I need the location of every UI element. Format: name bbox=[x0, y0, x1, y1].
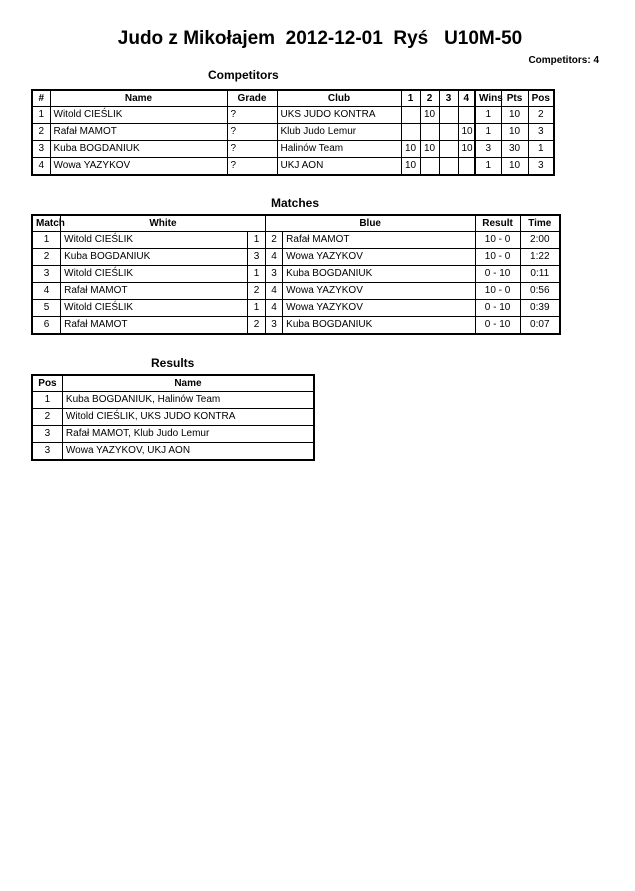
score-vs-4: 10 bbox=[458, 141, 475, 158]
competitor-grade: ? bbox=[227, 124, 277, 141]
white-player: Witold CIEŚLIK bbox=[61, 300, 248, 317]
result-name: Witold CIEŚLIK, UKS JUDO KONTRA bbox=[62, 409, 314, 426]
table-row bbox=[32, 158, 554, 176]
blue-player: Kuba BOGDANIUK bbox=[283, 317, 475, 335]
blue-number: 4 bbox=[265, 300, 282, 317]
score-vs-1 bbox=[401, 107, 420, 124]
table-row bbox=[32, 107, 554, 124]
matches-heading: Matches bbox=[271, 196, 320, 210]
competitors-count: Competitors: 4 bbox=[528, 55, 599, 66]
match-time: 0:07 bbox=[520, 317, 560, 335]
results-table bbox=[31, 374, 315, 461]
competitor-wins: 3 bbox=[475, 141, 501, 158]
score-vs-4 bbox=[458, 158, 475, 176]
match-result: 0 - 10 bbox=[475, 317, 520, 335]
col-header: Grade bbox=[227, 90, 277, 107]
table-row bbox=[32, 317, 560, 335]
competitor-club: Halinów Team bbox=[277, 141, 401, 158]
col-header: Blue bbox=[265, 215, 475, 232]
table-row bbox=[32, 232, 560, 249]
result-position: 3 bbox=[32, 443, 62, 461]
score-vs-2: 10 bbox=[420, 141, 439, 158]
col-header: Pos bbox=[32, 375, 62, 392]
match-result: 10 - 0 bbox=[475, 249, 520, 266]
match-time: 0:11 bbox=[520, 266, 560, 283]
competitor-grade: ? bbox=[227, 107, 277, 124]
col-header: White bbox=[61, 215, 266, 232]
match-number: 6 bbox=[32, 317, 61, 335]
competitor-number: 3 bbox=[32, 141, 50, 158]
competitor-club: Klub Judo Lemur bbox=[277, 124, 401, 141]
competitor-position: 3 bbox=[528, 124, 554, 141]
match-result: 10 - 0 bbox=[475, 283, 520, 300]
white-player: Rafał MAMOT bbox=[61, 317, 248, 335]
competitor-name: Witold CIEŚLIK bbox=[50, 107, 227, 124]
match-result: 0 - 10 bbox=[475, 300, 520, 317]
score-vs-1: 10 bbox=[401, 141, 420, 158]
col-header: # bbox=[32, 90, 50, 107]
score-vs-3 bbox=[439, 158, 458, 176]
table-row bbox=[32, 392, 314, 409]
white-number: 1 bbox=[248, 300, 265, 317]
col-header: Time bbox=[520, 215, 560, 232]
score-vs-3 bbox=[439, 124, 458, 141]
blue-number: 4 bbox=[265, 283, 282, 300]
match-result: 10 - 0 bbox=[475, 232, 520, 249]
white-number: 3 bbox=[248, 249, 265, 266]
white-player: Kuba BOGDANIUK bbox=[61, 249, 248, 266]
matches-table bbox=[31, 214, 561, 335]
table-row bbox=[32, 141, 554, 158]
result-name: Rafał MAMOT, Klub Judo Lemur bbox=[62, 426, 314, 443]
blue-player: Wowa YAZYKOV bbox=[283, 283, 475, 300]
match-time: 2:00 bbox=[520, 232, 560, 249]
table-row bbox=[32, 124, 554, 141]
table-row bbox=[32, 409, 314, 426]
score-vs-3 bbox=[439, 141, 458, 158]
blue-number: 2 bbox=[265, 232, 282, 249]
blue-player: Rafał MAMOT bbox=[283, 232, 475, 249]
white-player: Witold CIEŚLIK bbox=[61, 232, 248, 249]
col-header: Result bbox=[475, 215, 520, 232]
col-header: Match bbox=[32, 215, 61, 232]
competitor-name: Wowa YAZYKOV bbox=[50, 158, 227, 176]
competitor-points: 10 bbox=[501, 158, 528, 176]
competitor-number: 4 bbox=[32, 158, 50, 176]
white-player: Witold CIEŚLIK bbox=[61, 266, 248, 283]
competitor-wins: 1 bbox=[475, 158, 501, 176]
blue-number: 3 bbox=[265, 266, 282, 283]
table-row bbox=[32, 266, 560, 283]
competitor-position: 1 bbox=[528, 141, 554, 158]
blue-number: 4 bbox=[265, 249, 282, 266]
white-number: 2 bbox=[248, 283, 265, 300]
blue-player: Wowa YAZYKOV bbox=[283, 249, 475, 266]
col-header: 3 bbox=[439, 90, 458, 107]
blue-number: 3 bbox=[265, 317, 282, 335]
competitor-points: 10 bbox=[501, 124, 528, 141]
match-time: 0:39 bbox=[520, 300, 560, 317]
competitors-header-row bbox=[32, 90, 554, 107]
result-position: 1 bbox=[32, 392, 62, 409]
table-row bbox=[32, 249, 560, 266]
col-header: 2 bbox=[420, 90, 439, 107]
competitor-number: 1 bbox=[32, 107, 50, 124]
white-number: 1 bbox=[248, 232, 265, 249]
competitor-club: UKS JUDO KONTRA bbox=[277, 107, 401, 124]
result-name: Kuba BOGDANIUK, Halinów Team bbox=[62, 392, 314, 409]
competitor-points: 10 bbox=[501, 107, 528, 124]
match-number: 3 bbox=[32, 266, 61, 283]
results-heading: Results bbox=[151, 356, 195, 370]
score-vs-3 bbox=[439, 107, 458, 124]
match-number: 5 bbox=[32, 300, 61, 317]
match-number: 2 bbox=[32, 249, 61, 266]
score-vs-4 bbox=[458, 107, 475, 124]
col-header: Club bbox=[277, 90, 401, 107]
col-header: Pts bbox=[501, 90, 528, 107]
competitor-grade: ? bbox=[227, 158, 277, 176]
result-position: 2 bbox=[32, 409, 62, 426]
table-row bbox=[32, 300, 560, 317]
col-header: 4 bbox=[458, 90, 475, 107]
table-row bbox=[32, 283, 560, 300]
col-header: 1 bbox=[401, 90, 420, 107]
result-position: 3 bbox=[32, 426, 62, 443]
competitor-club: UKJ AON bbox=[277, 158, 401, 176]
competitors-table bbox=[31, 89, 555, 176]
table-row bbox=[32, 426, 314, 443]
blue-player: Kuba BOGDANIUK bbox=[283, 266, 475, 283]
results-header-row bbox=[32, 375, 314, 392]
col-header: Pos bbox=[528, 90, 554, 107]
competitor-wins: 1 bbox=[475, 107, 501, 124]
matches-header-row bbox=[32, 215, 560, 232]
competitor-position: 3 bbox=[528, 158, 554, 176]
competitors-heading: Competitors bbox=[208, 68, 279, 82]
match-number: 4 bbox=[32, 283, 61, 300]
white-number: 2 bbox=[248, 317, 265, 335]
col-header: Name bbox=[62, 375, 314, 392]
competitor-points: 30 bbox=[501, 141, 528, 158]
match-time: 1:22 bbox=[520, 249, 560, 266]
white-player: Rafał MAMOT bbox=[61, 283, 248, 300]
score-vs-2: 10 bbox=[420, 107, 439, 124]
table-row bbox=[32, 443, 314, 461]
score-vs-1: 10 bbox=[401, 158, 420, 176]
score-vs-2 bbox=[420, 124, 439, 141]
match-result: 0 - 10 bbox=[475, 266, 520, 283]
match-number: 1 bbox=[32, 232, 61, 249]
match-time: 0:56 bbox=[520, 283, 560, 300]
col-header: Wins bbox=[475, 90, 501, 107]
white-number: 1 bbox=[248, 266, 265, 283]
score-vs-1 bbox=[401, 124, 420, 141]
score-vs-4: 10 bbox=[458, 124, 475, 141]
col-header: Name bbox=[50, 90, 227, 107]
competitor-wins: 1 bbox=[475, 124, 501, 141]
result-name: Wowa YAZYKOV, UKJ AON bbox=[62, 443, 314, 461]
score-vs-2 bbox=[420, 158, 439, 176]
competitor-number: 2 bbox=[32, 124, 50, 141]
competitor-grade: ? bbox=[227, 141, 277, 158]
competitor-name: Rafał MAMOT bbox=[50, 124, 227, 141]
competitor-position: 2 bbox=[528, 107, 554, 124]
blue-player: Wowa YAZYKOV bbox=[283, 300, 475, 317]
competitor-name: Kuba BOGDANIUK bbox=[50, 141, 227, 158]
page-title: Judo z Mikołajem 2012-12-01 Ryś U10M-50 bbox=[117, 28, 523, 49]
